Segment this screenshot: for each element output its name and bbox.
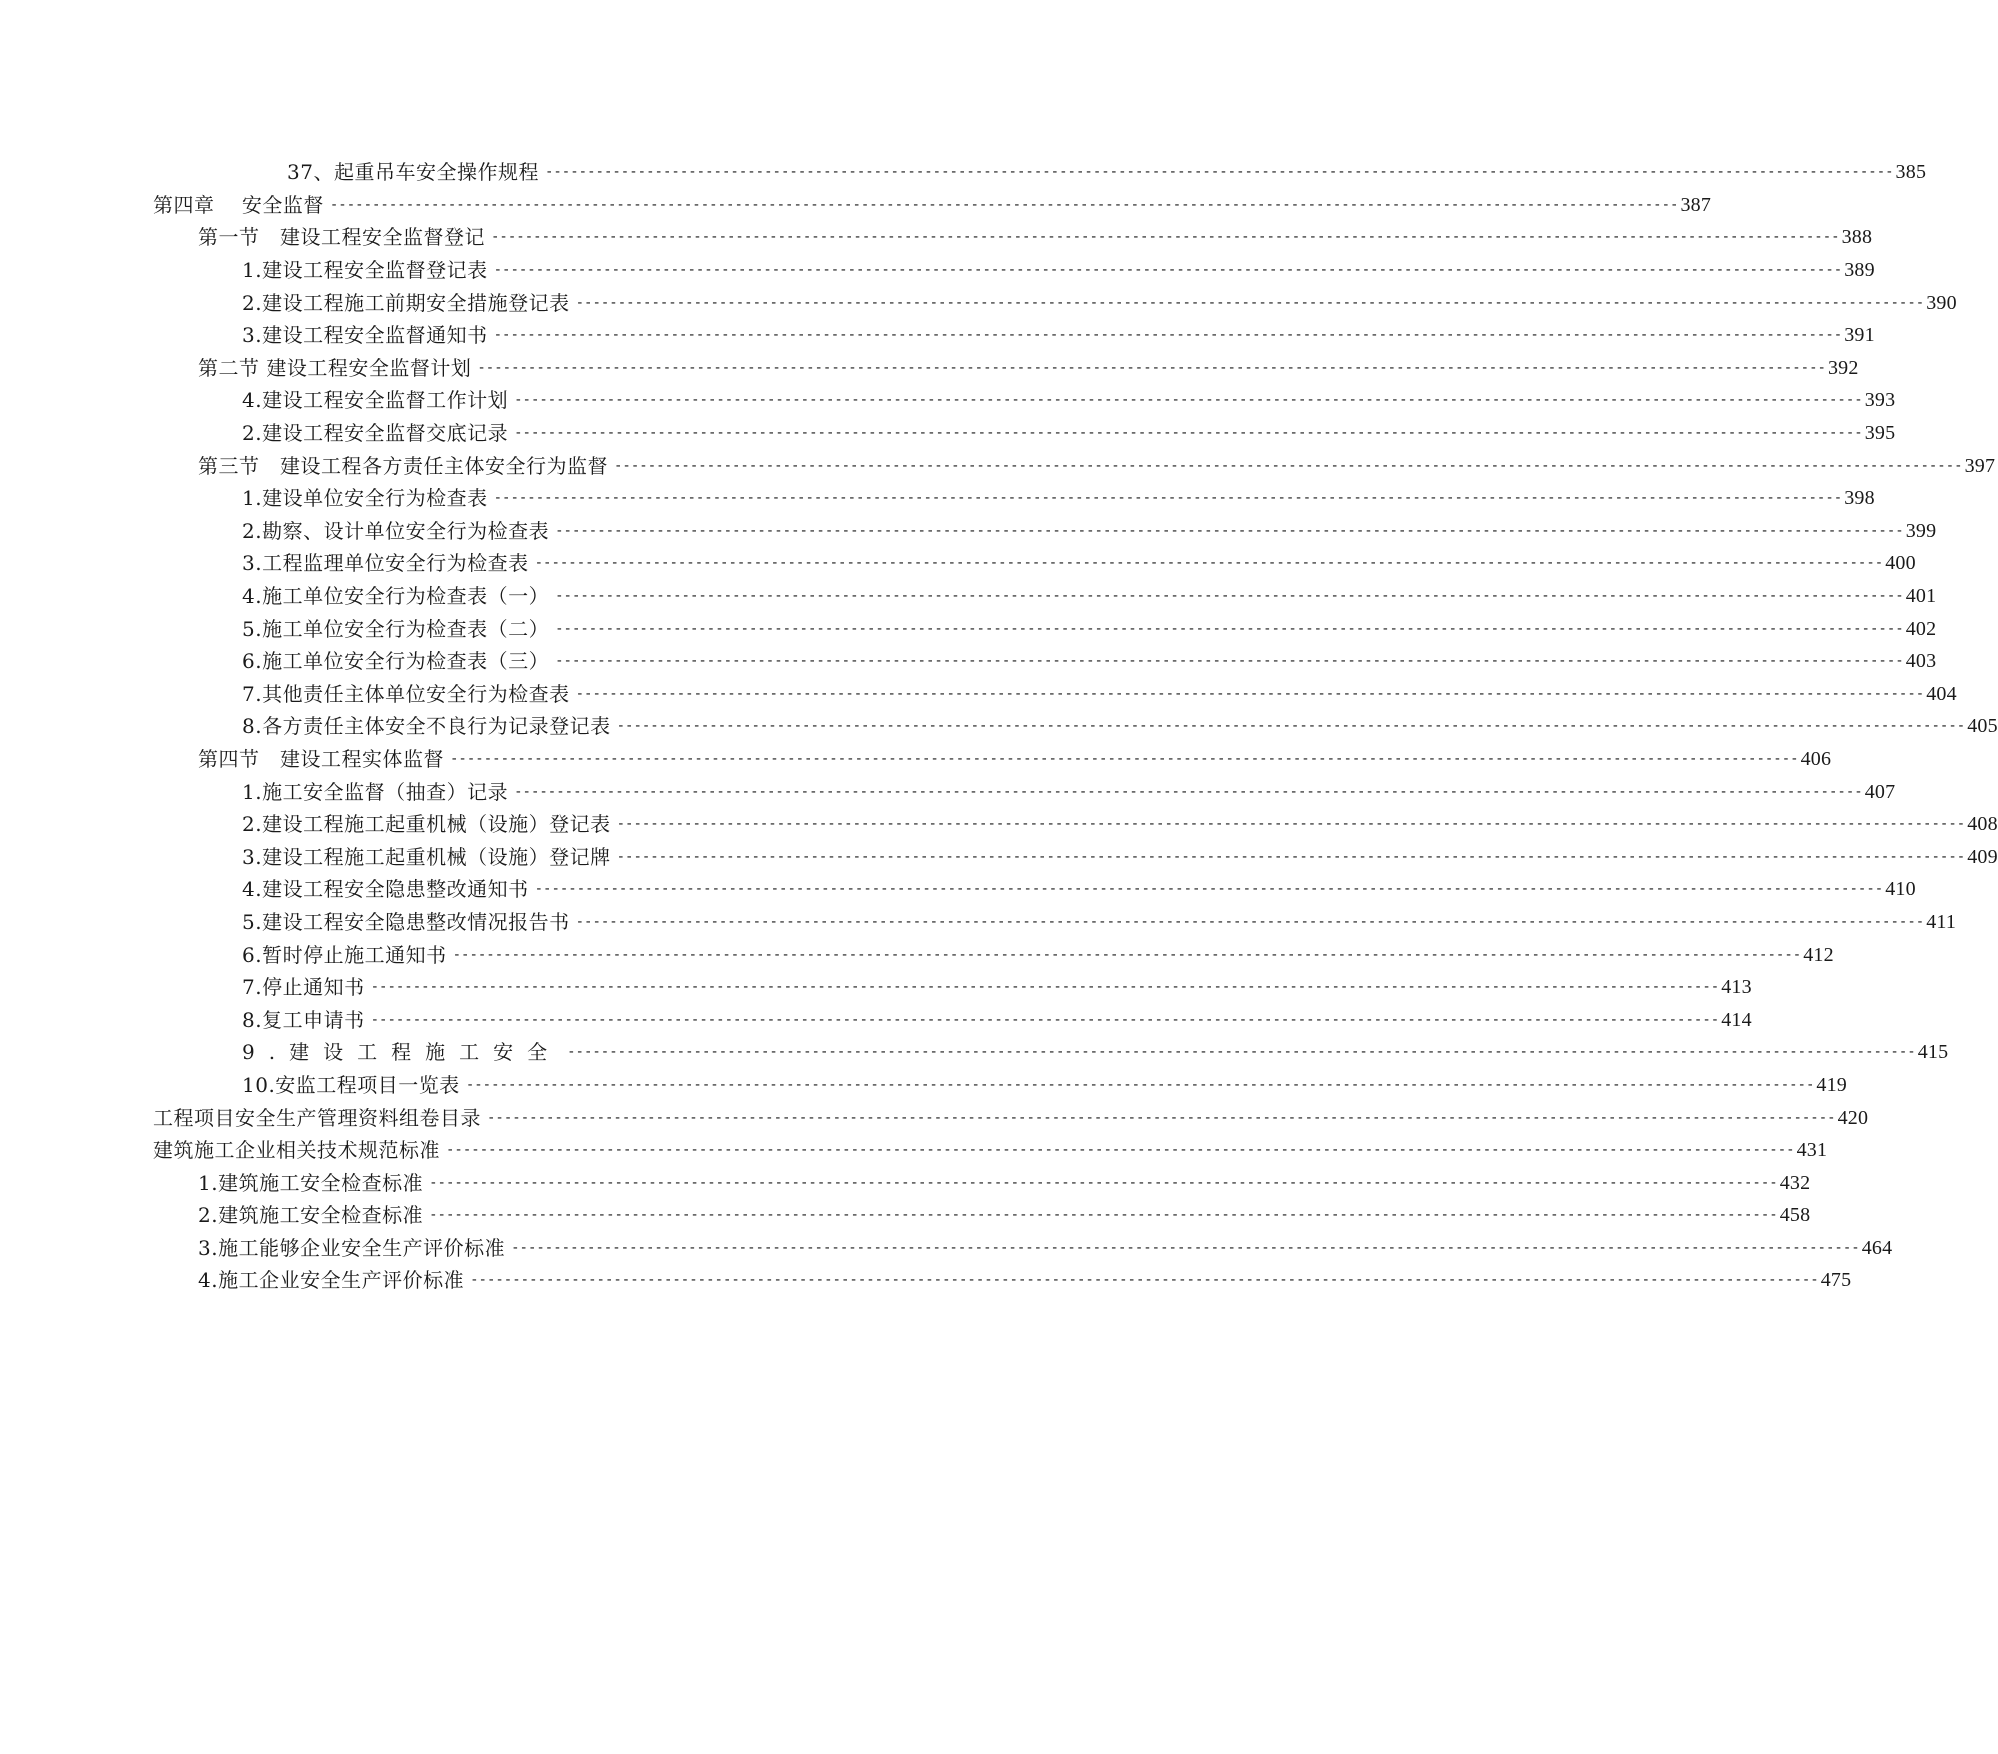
dot-leader: ---------------------------------------------------------------------------------------------------------------------------------------------------------------- [534, 555, 1884, 572]
dot-leader: ---------------------------------------------------------------------------------------------------------------------------------------------------------------- [465, 1076, 1815, 1093]
dot-leader: ---------------------------------------------------------------------------------------------------------------------------------------------------------------- [370, 979, 1720, 996]
dot-leader: ---------------------------------------------------------------------------------------------------------------------------------------------------------------- [493, 262, 1843, 279]
toc-entry[interactable] [0, 1264, 1852, 1297]
toc-entry-page: 388 [1841, 226, 1873, 249]
toc-entry-page: 458 [1779, 1204, 1811, 1227]
toc-entry-page: 413 [1721, 976, 1752, 999]
toc-entry[interactable] [0, 645, 1937, 678]
toc-entry[interactable] [0, 1166, 1811, 1199]
toc-entry-chapter[interactable] [0, 1134, 1828, 1167]
toc-entry-page: 404 [1926, 682, 1957, 705]
toc-entry-label: 2.建设工程施工起重机械（设施）登记表 [242, 812, 611, 837]
dot-leader: ---------------------------------------------------------------------------------------------------------------------------------------------------------------- [555, 620, 1904, 637]
toc-entry-page: 415 [1917, 1041, 1949, 1064]
toc-entry-page: 411 [1926, 910, 1957, 933]
toc-entry-page: 431 [1796, 1139, 1828, 1162]
toc-entry[interactable] [0, 580, 1937, 613]
toc-entry-label: 10.安监工程项目一览表 [242, 1072, 460, 1097]
toc-entry[interactable] [0, 515, 1937, 548]
toc-entry[interactable] [0, 938, 1834, 971]
toc-entry[interactable] [0, 1036, 1949, 1069]
toc-entry-label: 第四章 安全监督 [153, 192, 324, 217]
toc-entry-page: 420 [1837, 1106, 1869, 1129]
dot-leader: ---------------------------------------------------------------------------------------------------------------------------------------------------------------- [514, 392, 1863, 409]
dot-leader: ---------------------------------------------------------------------------------------------------------------------------------------------------------------- [493, 490, 1843, 507]
dot-leader: ---------------------------------------------------------------------------------------------------------------------------------------------------------------- [544, 164, 1894, 181]
toc-entry-label: 2.建设工程安全监督交底记录 [242, 421, 509, 446]
toc-entry-page: 391 [1844, 324, 1875, 347]
toc-entry-page: 410 [1885, 878, 1916, 901]
dot-leader: ---------------------------------------------------------------------------------------------------------------------------------------------------------------- [534, 881, 1884, 898]
toc-entry-page: 432 [1779, 1171, 1811, 1194]
toc-entry[interactable] [0, 710, 1998, 743]
toc-entry[interactable] [0, 1069, 1848, 1102]
toc-entry-label: 7.其他责任主体单位安全行为检查表 [242, 681, 570, 706]
dot-leader: ---------------------------------------------------------------------------------------------------------------------------------------------------------------- [429, 1207, 1778, 1224]
toc-entry-label: 5.建设工程安全隐患整改情况报告书 [242, 909, 570, 934]
toc-entry-page: 464 [1861, 1236, 1893, 1259]
toc-entry-label: 8.复工申请书 [242, 1007, 365, 1032]
toc-entry-page: 393 [1864, 389, 1896, 412]
toc-entry[interactable] [0, 775, 1896, 808]
toc-entry-page: 398 [1844, 487, 1875, 510]
toc-entry-page: 390 [1926, 291, 1957, 314]
toc-entry-label: 5.施工单位安全行为检查表（二） [242, 616, 550, 641]
toc-entry[interactable] [0, 384, 1896, 417]
dot-leader: ---------------------------------------------------------------------------------------------------------------------------------------------------------------- [487, 1109, 1836, 1126]
toc-entry-label: 工程项目安全生产管理资料组卷目录 [153, 1105, 481, 1130]
toc-entry-page: 412 [1803, 943, 1834, 966]
toc-entry[interactable] [0, 482, 1875, 515]
toc-entry-label: 2.勘察、设计单位安全行为检查表 [242, 518, 550, 543]
toc-entry-page: 475 [1820, 1269, 1852, 1292]
toc-entry-label: 1.施工安全监督（抽查）记录 [242, 779, 509, 804]
dot-leader: ---------------------------------------------------------------------------------------------------------------------------------------------------------------- [555, 588, 1904, 605]
toc-entry[interactable] [0, 1003, 1752, 1036]
toc-entry-label: 3.施工能够企业安全生产评价标准 [198, 1235, 506, 1260]
dot-leader: ---------------------------------------------------------------------------------------------------------------------------------------------------------------- [329, 196, 1679, 213]
toc-entry[interactable] [0, 678, 1957, 711]
toc-entry-page: 402 [1905, 617, 1937, 640]
toc-entry-label: 9.建设工程施工安全 [242, 1040, 562, 1065]
toc-entry-label: 3.工程监理单位安全行为检查表 [242, 551, 529, 576]
toc-entry-label: 1.建设工程安全监督登记表 [242, 258, 488, 283]
dot-leader: ---------------------------------------------------------------------------------------------------------------------------------------------------------------- [555, 653, 1904, 670]
toc-entry-section[interactable] [0, 743, 1832, 776]
toc-entry-label: 4.建设工程安全隐患整改通知书 [242, 877, 529, 902]
toc-entry-label: 第四节 建设工程实体监督 [198, 746, 444, 771]
toc-entry-label: 4.建设工程安全监督工作计划 [242, 388, 509, 413]
toc-entry-label: 第一节 建设工程安全监督登记 [198, 225, 485, 250]
toc-entry-label: 第三节 建设工程各方责任主体安全行为监督 [198, 453, 608, 478]
toc-entry-page: 401 [1905, 585, 1937, 608]
dot-leader: ---------------------------------------------------------------------------------------------------------------------------------------------------------------- [514, 783, 1863, 800]
toc-entry-label: 6.暂时停止施工通知书 [242, 942, 447, 967]
dot-leader: ---------------------------------------------------------------------------------------------------------------------------------------------------------------- [555, 522, 1904, 539]
toc-entry[interactable] [0, 547, 1916, 580]
toc-entry-page: 392 [1827, 356, 1859, 379]
dot-leader: ---------------------------------------------------------------------------------------------------------------------------------------------------------------- [493, 327, 1843, 344]
toc-entry-page: 399 [1905, 519, 1937, 542]
toc-entry-page: 387 [1680, 193, 1712, 216]
dot-leader: ---------------------------------------------------------------------------------------------------------------------------------------------------------------- [446, 1142, 1795, 1159]
dot-leader: ---------------------------------------------------------------------------------------------------------------------------------------------------------------- [616, 816, 1966, 833]
dot-leader: ---------------------------------------------------------------------------------------------------------------------------------------------------------------- [470, 1272, 1819, 1289]
toc-entry[interactable] [0, 286, 1957, 319]
toc-entry[interactable] [0, 906, 1957, 939]
table-of-contents [0, 156, 1998, 1297]
dot-leader: ---------------------------------------------------------------------------------------------------------------------------------------------------------------- [575, 685, 1925, 702]
toc-entry[interactable] [0, 971, 1752, 1004]
toc-entry[interactable] [0, 612, 1937, 645]
toc-entry-label: 2.建设工程施工前期安全措施登记表 [242, 290, 570, 315]
dot-leader: ---------------------------------------------------------------------------------------------------------------------------------------------------------------- [429, 1174, 1778, 1191]
toc-entry-page: 407 [1864, 780, 1896, 803]
toc-entry[interactable] [0, 1199, 1811, 1232]
toc-entry-page: 397 [1964, 454, 1996, 477]
toc-entry-label: 1.建设单位安全行为检查表 [242, 486, 488, 511]
toc-entry[interactable] [0, 840, 1998, 873]
dot-leader: ---------------------------------------------------------------------------------------------------------------------------------------------------------------- [514, 425, 1863, 442]
dot-leader: ---------------------------------------------------------------------------------------------------------------------------------------------------------------- [575, 913, 1925, 930]
toc-entry-page: 395 [1864, 422, 1896, 445]
dot-leader: ---------------------------------------------------------------------------------------------------------------------------------------------------------------- [614, 457, 1963, 474]
dot-leader: ---------------------------------------------------------------------------------------------------------------------------------------------------------------- [491, 229, 1840, 246]
toc-entry-label: 7.停止通知书 [242, 975, 365, 1000]
toc-entry[interactable] [0, 808, 1998, 841]
toc-entry-section[interactable] [0, 221, 1873, 254]
toc-entry-label: 2.建筑施工安全检查标准 [198, 1203, 424, 1228]
dot-leader: ---------------------------------------------------------------------------------------------------------------------------------------------------------------- [616, 848, 1966, 865]
toc-entry-label: 1.建筑施工安全检查标准 [198, 1170, 424, 1195]
toc-entry-label: 3.建设工程安全监督通知书 [242, 323, 488, 348]
dot-leader: ---------------------------------------------------------------------------------------------------------------------------------------------------------------- [511, 1239, 1860, 1256]
dot-leader: ---------------------------------------------------------------------------------------------------------------------------------------------------------------- [450, 750, 1799, 767]
toc-entry-page: 389 [1844, 259, 1875, 282]
dot-leader: ---------------------------------------------------------------------------------------------------------------------------------------------------------------- [616, 718, 1966, 735]
toc-entry-page: 400 [1885, 552, 1916, 575]
toc-entry[interactable] [0, 873, 1916, 906]
toc-entry-label: 第二节 建设工程安全监督计划 [198, 355, 472, 380]
dot-leader: ---------------------------------------------------------------------------------------------------------------------------------------------------------------- [452, 946, 1802, 963]
toc-entry-page: 419 [1816, 1073, 1848, 1096]
toc-entry-label: 建筑施工企业相关技术规范标准 [153, 1138, 440, 1163]
toc-entry-label: 8.各方责任主体安全不良行为记录登记表 [242, 714, 611, 739]
toc-entry-page: 409 [1967, 845, 1998, 868]
toc-entry[interactable] [0, 156, 1927, 189]
toc-entry-page: 385 [1895, 161, 1927, 184]
toc-entry-page: 408 [1967, 813, 1998, 836]
toc-entry-section[interactable] [0, 449, 1996, 482]
dot-leader: ---------------------------------------------------------------------------------------------------------------------------------------------------------------- [477, 359, 1826, 376]
toc-entry-label: 37、起重吊车安全操作规程 [287, 160, 539, 185]
toc-entry-page: 414 [1721, 1008, 1752, 1031]
toc-entry-page: 403 [1905, 650, 1937, 673]
toc-entry-label: 3.建设工程施工起重机械（设施）登记牌 [242, 844, 611, 869]
toc-entry-label: 4.施工单位安全行为检查表（一） [242, 584, 550, 609]
toc-entry[interactable] [0, 319, 1875, 352]
toc-entry[interactable] [0, 254, 1875, 287]
toc-entry-label: 6.施工单位安全行为检查表（三） [242, 649, 550, 674]
toc-entry[interactable] [0, 417, 1896, 450]
toc-entry[interactable] [0, 1232, 1893, 1265]
toc-entry-page: 406 [1800, 747, 1832, 770]
toc-entry-section[interactable] [0, 352, 1859, 385]
dot-leader: ---------------------------------------------------------------------------------------------------------------------------------------------------------------- [370, 1011, 1720, 1028]
toc-entry-chapter[interactable] [0, 189, 1712, 222]
toc-entry-label: 4.施工企业安全生产评价标准 [198, 1268, 465, 1293]
toc-entry-page: 405 [1967, 715, 1998, 738]
toc-entry-chapter[interactable] [0, 1101, 1869, 1134]
dot-leader: ---------------------------------------------------------------------------------------------------------------------------------------------------------------- [567, 1044, 1916, 1061]
dot-leader: ---------------------------------------------------------------------------------------------------------------------------------------------------------------- [575, 294, 1925, 311]
